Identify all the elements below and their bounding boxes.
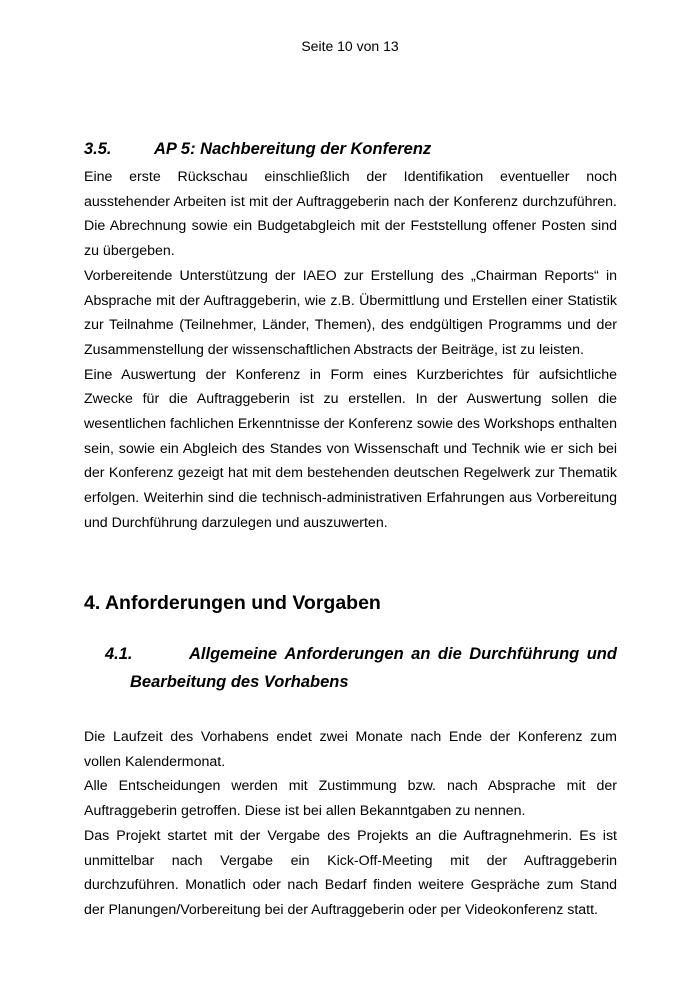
section-4-1-body	[84, 725, 617, 923]
section-4-1-heading-line-1	[105, 640, 617, 668]
section-3-5-heading	[84, 140, 624, 159]
section-4-1-title-words	[189, 640, 617, 668]
paragraph: Eine erste Rückschau einschließlich der Identifikation eventueller noch ausstehender Arbeiten ist mit der Auftraggeberin nach der Konferenz durchzuführen. Die Abrechnung sowie ein Budgetabgleich mit der Feststellung offener Posten sind zu übergeben.	[84, 169, 617, 260]
section-3-5-body	[84, 165, 617, 536]
title-word: an	[411, 645, 431, 663]
page-number: Seite 10 von 13	[301, 38, 399, 54]
title-word: und	[586, 645, 617, 663]
section-4-heading: 4. Anforderungen und Vorgaben	[84, 592, 381, 614]
title-word: Durchführung	[469, 645, 580, 663]
paragraph: Vorbereitende Unterstützung der IAEO zur Erstellung des „Chairman Reports“ in Absprache mit der Auftraggeberin, wie z.B. Übermittlung und Erstellen einer Statistik zur Teilnahme (Teilnehmer, Länder, Themen), des endgültigen Programms und der Zusammenstellung der wissenschaftlichen Abstracts der Beiträge, ist zu leisten.	[84, 267, 617, 358]
title-word: Anforderungen	[284, 645, 404, 663]
section-3-5-number: 3.5.	[84, 140, 112, 158]
paragraph: Das Projekt startet mit der Vergabe des Projekts an die Auftragnehmerin. Es ist unmittelbar nach Vergabe ein Kick-Off-Meeting mit der Auftraggeberin durchzuführen. Monatlich oder nach Bedarf finden weitere Gespräche zum Stand der Planungen/Vorbereitung bei der Auftraggeberin oder per Videokonferenz statt.	[84, 827, 617, 918]
paragraph: Alle Entscheidungen werden mit Zustimmung bzw. nach Absprache mit der Auftraggeberin getroffen. Diese ist bei allen Bekanntgaben zu nennen.	[84, 778, 617, 820]
section-4-1-number: 4.1.	[105, 645, 133, 663]
paragraph: Eine Auswertung der Konferenz in Form eines Kurzberichtes für aufsichtliche Zwecke für die Auftraggeberin ist zu erstellen. In der Auswertung sollen die wesentlichen fachlichen Erkenntnisse der Konferenz sowie des Workshops enthalten sein, sowie ein Abgleich des Standes von Wissenschaft und Technik wie er sich bei der Konferenz gezeigt hat mit dem bestehenden deutschen Regelwerk zur Thematik erfolgen. Weiterhin sind die technisch-administrativen Erfahrungen aus Vorbereitung und Durchführung darzulegen und auszuwerten.	[84, 366, 617, 531]
title-word: Allgemeine	[189, 645, 278, 663]
section-3-5-title: AP 5: Nachbereitung der Konferenz	[154, 140, 432, 158]
section-4-1-heading	[105, 640, 617, 696]
section-4-1-heading-line-2: Bearbeitung des Vorhabens	[130, 673, 349, 691]
title-word: die	[437, 645, 462, 663]
paragraph: Die Laufzeit des Vorhabens endet zwei Monate nach Ende der Konferenz zum vollen Kalendermonat.	[84, 729, 617, 770]
